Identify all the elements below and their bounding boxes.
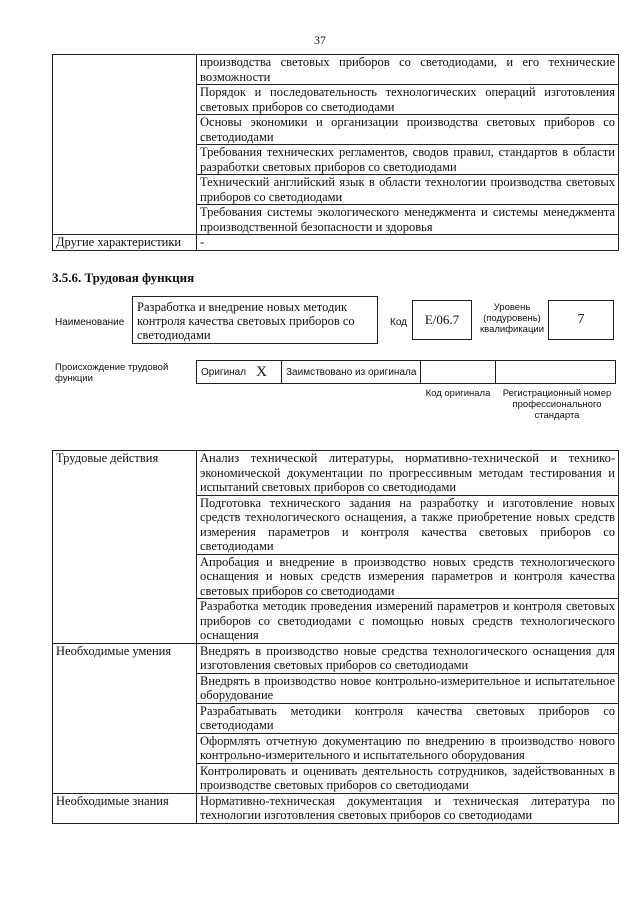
level-value-box: 7 [548,300,614,340]
skill-item: Внедрять в производство новое контрольно-измерительное и испытательное оборудование [197,673,619,703]
reg-number-caption: Регистрационный номер профессионального стандарта [502,388,612,421]
empty-label-cell [53,55,197,235]
table-row [53,643,619,673]
knowledge-label: Необходимые знания [53,793,197,823]
labor-actions-label: Трудовые действия [53,451,197,644]
knowledge-item: производства световых приборов со светодиодами, и его технические возможности [197,55,619,85]
section-title: 3.5.6. Трудовая функция [52,270,195,285]
original-label: Оригинал [201,366,247,378]
labor-action-item: Разработка методик проведения измерений параметров и контроля световых приборов со светодиодами с помощью новых средств технологического оснащения [197,599,619,644]
knowledge-item: Нормативно-техническая документация и техническая литература по технологии изготовления световых приборов со светодиодами [197,793,619,823]
skill-item: Оформлять отчетную документацию по внедрению в производство нового контрольно-измерительного и испытательного оборудования [197,733,619,763]
table-row [53,451,619,496]
knowledge-item: Основы экономики и организации производства световых приборов со светодиодами [197,115,619,145]
origin-row [196,360,616,384]
original-mark: X [256,363,267,380]
origin-label: Происхождение трудовой функции [55,362,169,384]
code-label: Код [390,317,408,328]
original-code-cell [420,360,496,384]
skill-item: Внедрять в производство новые средства технологического оснащения для изготовления световых приборов со светодиодами [197,643,619,673]
code-of-original-caption: Код оригинала [425,388,491,399]
labor-action-item: Подготовка технического задания на разработку и изготовление новых средств технологического оснащения, а также приобретение новых средств измерения параметров и контроля качества световых приборов со светодиодами [197,495,619,554]
reg-number-cell [495,360,616,384]
code-value-box: E/06.7 [412,300,472,340]
knowledge-continuation-table [52,54,619,251]
page-number: 37 [314,33,326,47]
other-characteristics-value: - [197,235,619,251]
labor-action-item: Апробация и внедрение в производство новых средств технологического оснащения и новых средств измерения параметров и контроля качества световых приборов со светодиодами [197,554,619,599]
name-label: Наименование [55,317,125,328]
level-label: Уровень (подуровень) квалификации [479,302,545,335]
original-cell [196,360,282,384]
skill-item: Разрабатывать методики контроля качества световых приборов со светодиодами [197,703,619,733]
borrowed-cell [281,360,421,384]
skills-label: Необходимые умения [53,643,197,793]
knowledge-item: Требования системы экологического менеджмента и системы менеджмента производственной безопасности и здоровья [197,205,619,235]
labor-action-item: Анализ технической литературы, нормативно-технической и технико-экономической документации по прогрессивным методам тестирования и испытаний световых приборов со светодиодами [197,451,619,496]
table-row [53,793,619,823]
table-row [53,235,619,251]
borrowed-label: Заимствовано из оригинала [286,366,417,378]
knowledge-item: Порядок и последовательность технологических операций изготовления световых приборов со светодиодами [197,85,619,115]
skill-item: Контролировать и оценивать деятельность сотрудников, задействованных в производстве световых приборов со светодиодами [197,763,619,793]
function-name-box: Разработка и внедрение новых методик контроля качества световых приборов со светодиодами [132,296,378,344]
other-characteristics-label: Другие характеристики [53,235,197,251]
knowledge-item: Технический английский язык в области технологии производства световых приборов со светодиодами [197,175,619,205]
labor-function-table [52,450,619,824]
knowledge-item: Требования технических регламентов, сводов правил, стандартов в области разработки световых приборов со светодиодами [197,145,619,175]
table-row [53,55,619,85]
